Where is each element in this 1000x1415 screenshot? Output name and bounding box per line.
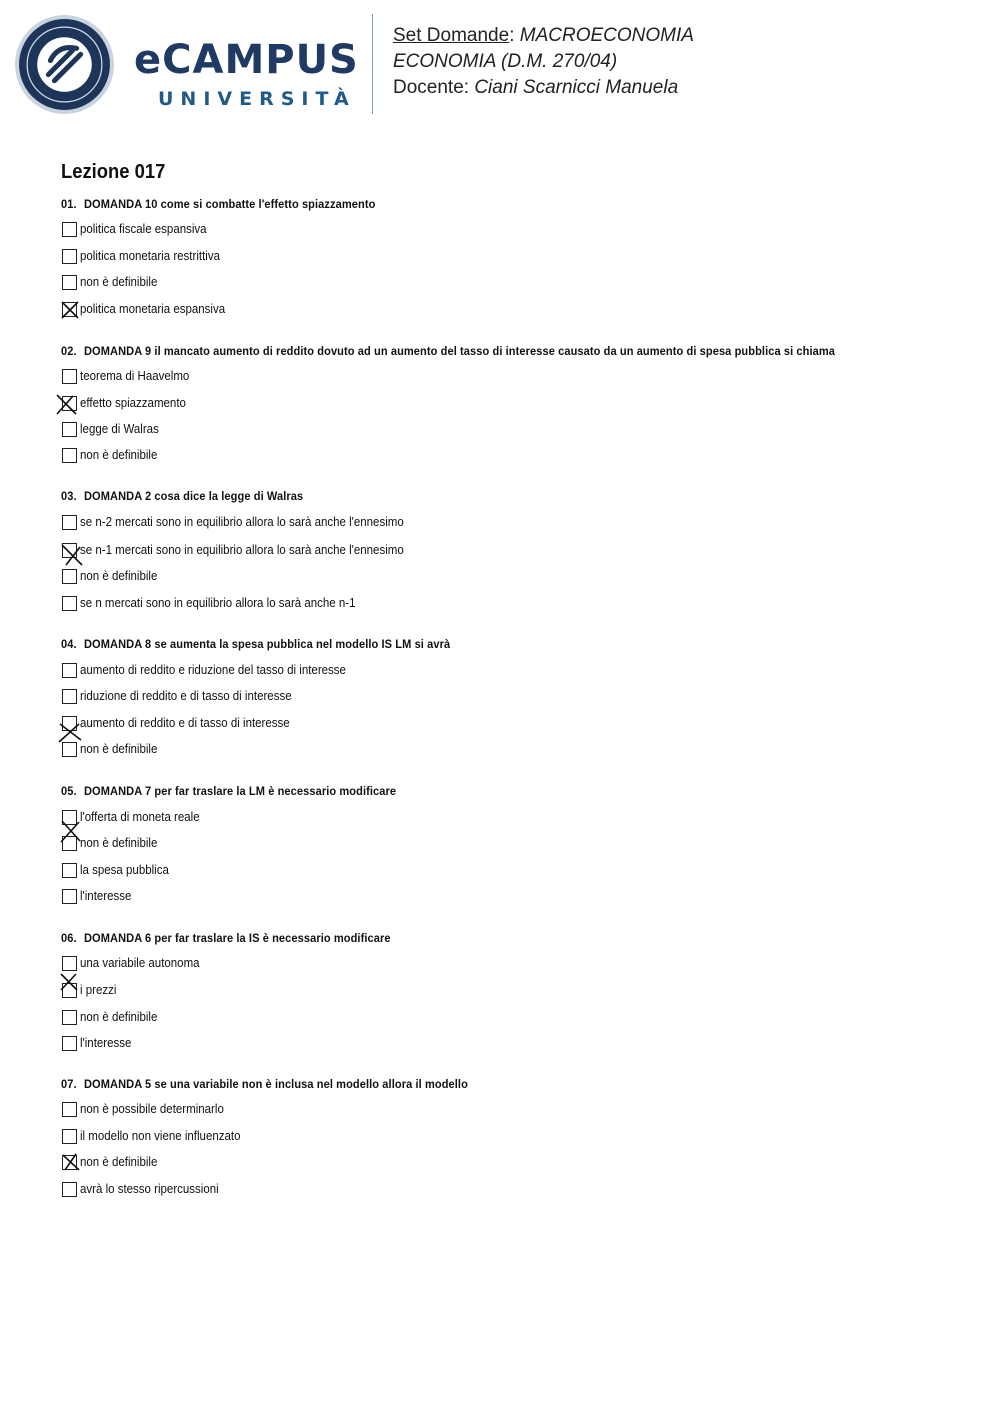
answer-label: riduzione di reddito e di tasso di interesse [80,689,292,703]
answer-label: se n-2 mercati sono in equilibrio allora lo sarà anche l'ennesimo [80,515,404,529]
header-divider [372,14,373,114]
question-text: DOMANDA 10 come si combatte l'effetto spiazzamento [83,197,376,211]
page-header [0,0,1000,130]
logo-wordmark: eCAMPUS [134,37,359,83]
answer-label: aumento di reddito e riduzione del tasso di interesse [80,663,346,677]
question-heading [61,930,889,946]
docente-name: Ciani Scarnicci Manuela [474,77,679,98]
lesson-title: Lezione 017 [61,161,166,183]
answer-label: non è possibile determinarlo [80,1102,224,1116]
answer-checkbox[interactable] [62,275,77,290]
question-number: 06. [61,931,77,945]
answer-checkbox[interactable] [62,956,77,971]
course-info [393,23,694,101]
question-number: 04. [61,637,77,651]
answer-checkbox[interactable] [62,249,77,264]
question-heading [61,488,889,504]
question-heading [61,196,889,212]
answer-checkbox[interactable] [62,689,77,704]
question-text: DOMANDA 7 per far traslare la LM è necessario modificare [83,784,397,798]
question-number: 03. [61,489,77,503]
question-heading [61,1076,889,1092]
course-info-line-3 [393,75,694,101]
answer-label: i prezzi [80,983,117,997]
cross-mark-icon [57,722,85,744]
answer-label: l'interesse [80,889,132,903]
answer-label: non è definibile [80,569,158,583]
question-number: 01. [61,197,77,211]
cross-mark-icon [60,543,86,567]
question-1 [61,196,961,316]
answer-checkbox[interactable] [62,1129,77,1144]
cross-mark-icon [59,972,81,994]
answer-label: aumento di reddito e di tasso di interesse [80,716,290,730]
answer-checkbox[interactable] [62,742,77,757]
answer-label: una variabile autonoma [80,956,200,970]
university-seal-logo [14,14,115,115]
question-text: DOMANDA 2 cosa dice la legge di Walras [83,489,304,503]
question-4 [61,636,961,756]
question-text: DOMANDA 8 se aumenta la spesa pubblica nel modello IS LM si avrà [83,637,451,651]
answer-label: l'offerta di moneta reale [80,810,200,824]
answer-label: non è definibile [80,1010,158,1024]
cross-mark-icon [59,819,83,845]
answer-checkbox[interactable] [62,863,77,878]
question-number: 05. [61,784,77,798]
question-text: DOMANDA 6 per far traslare la IS è necessario modificare [83,931,391,945]
cross-mark-icon [59,299,81,321]
answer-checkbox[interactable] [62,422,77,437]
answer-checkbox[interactable] [62,515,77,530]
answer-checkbox[interactable] [62,1182,77,1197]
course-info-line-1: Set Domande: MACROECONOMIA [393,25,694,46]
answer-label: non è definibile [80,448,158,462]
answer-label: effetto spiazzamento [80,396,186,410]
answer-checkbox[interactable] [62,1010,77,1025]
answer-label: avrà lo stesso ripercussioni [80,1182,219,1196]
answer-checkbox[interactable] [62,1036,77,1051]
cross-mark-icon [54,393,80,417]
answer-label: la spesa pubblica [80,863,169,877]
answer-label: non è definibile [80,742,158,756]
answer-label: non è definibile [80,836,158,850]
answer-checkbox[interactable] [62,596,77,611]
answer-label: politica monetaria espansiva [80,302,226,316]
answer-checkbox[interactable] [62,569,77,584]
answer-label: se n-1 mercati sono in equilibrio allora lo sarà anche l'ennesimo [80,543,404,557]
answer-checkbox[interactable] [62,448,77,463]
answer-checkbox[interactable] [62,889,77,904]
answer-checkbox[interactable] [62,663,77,678]
question-7 [61,1076,961,1196]
question-2 [61,343,961,462]
question-6 [61,930,961,1050]
set-label: Set Domande [393,25,510,46]
answer-checkbox[interactable] [62,1102,77,1117]
answer-label: non è definibile [80,275,158,289]
docente-label: Docente: [393,77,470,98]
answer-label: l'interesse [80,1036,132,1050]
question-number: 02. [61,344,77,358]
answer-label: politica fiscale espansiva [80,222,207,236]
question-5 [61,783,961,903]
answer-label: politica monetaria restrittiva [80,249,220,263]
answer-label: teorema di Haavelmo [80,369,190,383]
question-text: DOMANDA 9 il mancato aumento di reddito dovuto ad un aumento del tasso di interesse causato da un aumento di spesa pubblica si chiama [83,344,836,358]
answer-checkbox[interactable] [62,222,77,237]
question-heading [61,783,889,799]
answer-checkbox[interactable] [62,369,77,384]
subject-course: ECONOMIA (D.M. 270/04) [393,51,618,72]
cross-mark-icon [61,1152,83,1174]
logo-subtitle: UNIVERSITÀ [158,88,356,110]
answer-label: se n mercati sono in equilibrio allora lo sarà anche n-1 [80,596,356,610]
answer-label: legge di Walras [80,422,159,436]
answer-label: non è definibile [80,1155,158,1169]
question-heading [61,636,889,652]
answer-label: il modello non viene influenzato [80,1129,241,1143]
question-heading [61,343,889,359]
question-text: DOMANDA 5 se una variabile non è inclusa nel modello allora il modello [83,1077,468,1091]
question-number: 07. [61,1077,77,1091]
question-3 [61,488,961,610]
course-info-line-2 [393,49,694,75]
subject-name: MACROECONOMIA [519,25,694,46]
